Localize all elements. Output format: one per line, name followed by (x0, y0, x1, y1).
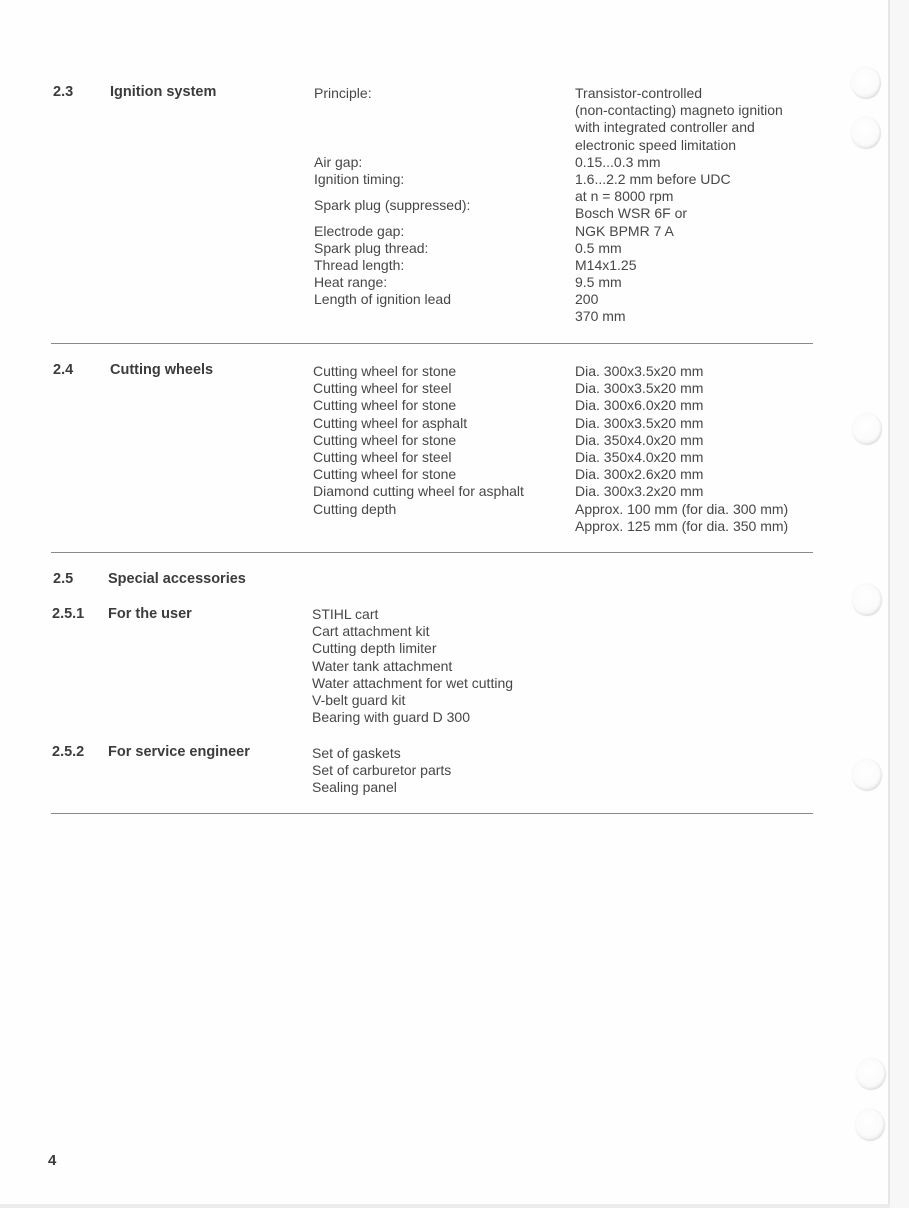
label-spark-plug-thread: Spark plug thread: (314, 239, 429, 256)
list-item: Set of gaskets (312, 745, 401, 761)
value-electrode-gap: 0.5 mm (575, 239, 622, 256)
label-electrode-gap: Electrode gap: (314, 222, 405, 239)
value-ignition-timing: 1.6...2.2 mm before UDC (575, 170, 731, 187)
binder-hole-icon (851, 117, 881, 149)
label-ignition-timing: Ignition timing: (314, 170, 405, 187)
service-accessories-list (312, 745, 451, 797)
value-lead-length: 370 mm (575, 308, 626, 325)
list-item: STIHL cart (312, 606, 379, 622)
cutting-depth-label: Cutting depth (313, 500, 397, 517)
section-number: 2.4 (53, 362, 74, 378)
wheel-value: Dia. 350x4.0x20 mm (575, 448, 704, 465)
wheel-label: Cutting wheel for asphalt (313, 414, 468, 431)
binder-hole-icon (852, 584, 882, 616)
value-principle: electronic speed limitation (575, 136, 737, 153)
value-spark-plug: Bosch WSR 6F or (575, 205, 688, 222)
section-divider (51, 343, 813, 344)
binder-hole-icon (856, 1058, 886, 1090)
subsection-number: 2.5.2 (52, 744, 85, 760)
list-item: Set of carburetor parts (312, 762, 452, 779)
value-principle: (non-contacting) magneto ignition (575, 102, 783, 119)
label-air-gap: Air gap: (314, 153, 363, 170)
list-item: Water attachment for wet cutting (312, 674, 514, 691)
section-divider (51, 552, 813, 553)
list-item: Bearing with guard D 300 (312, 709, 470, 726)
section-number: 2.5 (53, 571, 74, 587)
binder-hole-icon (852, 413, 882, 445)
wheel-value: Dia. 300x3.5x20 mm (575, 363, 704, 379)
binder-hole-icon (852, 759, 882, 791)
subsection-number: 2.5.1 (52, 606, 85, 622)
binder-hole-icon (851, 67, 881, 99)
list-item: Cart attachment kit (312, 623, 430, 640)
section-title: Cutting wheels (110, 362, 214, 378)
ignition-values (575, 85, 783, 326)
wheel-label: Cutting wheel for steel (313, 448, 452, 465)
wheel-value: Dia. 300x3.2x20 mm (575, 483, 704, 500)
label-lead-length: Length of ignition lead (314, 291, 451, 308)
list-item: Water tank attachment (312, 657, 453, 674)
wheel-label: Cutting wheel for stone (313, 466, 457, 483)
wheel-value: Dia. 300x3.5x20 mm (575, 414, 704, 431)
wheel-label: Cutting wheel for stone (313, 431, 457, 448)
wheel-label: Cutting wheel for stone (313, 363, 457, 379)
section-title: Ignition system (110, 84, 217, 100)
wheel-value: Dia. 300x3.5x20 mm (575, 380, 704, 397)
label-principle: Principle: (314, 85, 372, 101)
subsection-title: For the user (108, 606, 192, 622)
page-number: 4 (48, 1152, 57, 1169)
ignition-labels (314, 85, 470, 308)
wheel-value: Dia. 350x4.0x20 mm (575, 431, 704, 448)
list-item: Sealing panel (312, 779, 397, 796)
value-principle: with integrated controller and (575, 119, 755, 136)
label-heat-range: Heat range: (314, 274, 388, 291)
section-title: Special accessories (108, 571, 246, 587)
value-thread-length: 9.5 mm (575, 274, 622, 291)
page-bottom-edge (0, 1204, 890, 1208)
value-principle: Transistor-controlled (575, 85, 703, 101)
page-margin-strip (890, 0, 909, 1208)
subsection-title: For service engineer (108, 744, 250, 760)
wheel-value: Dia. 300x6.0x20 mm (575, 397, 704, 414)
value-ignition-timing: at n = 8000 rpm (575, 188, 674, 205)
value-spark-plug-thread: M14x1.25 (575, 256, 637, 273)
list-item: Cutting depth limiter (312, 640, 437, 657)
binder-hole-icon (855, 1109, 885, 1141)
list-item: V-belt guard kit (312, 691, 406, 708)
wheel-label: Cutting wheel for stone (313, 397, 457, 414)
value-spark-plug: NGK BPMR 7 A (575, 222, 674, 239)
label-spark-plug: Spark plug (suppressed): (314, 196, 471, 213)
value-heat-range: 200 (575, 291, 599, 308)
cutting-wheel-labels (313, 363, 524, 518)
wheel-value: Dia. 300x2.6x20 mm (575, 466, 704, 483)
cutting-depth-value: Approx. 100 mm (for dia. 300 mm) (575, 500, 789, 517)
cutting-wheel-values (575, 363, 788, 535)
value-air-gap: 0.15...0.3 mm (575, 153, 661, 170)
wheel-label: Cutting wheel for steel (313, 380, 452, 397)
section-number: 2.3 (53, 84, 74, 100)
wheel-label: Diamond cutting wheel for asphalt (313, 483, 524, 500)
label-thread-length: Thread length: (314, 256, 405, 273)
user-accessories-list (312, 606, 513, 726)
cutting-depth-value: Approx. 125 mm (for dia. 350 mm) (575, 517, 789, 534)
section-divider (51, 813, 813, 814)
